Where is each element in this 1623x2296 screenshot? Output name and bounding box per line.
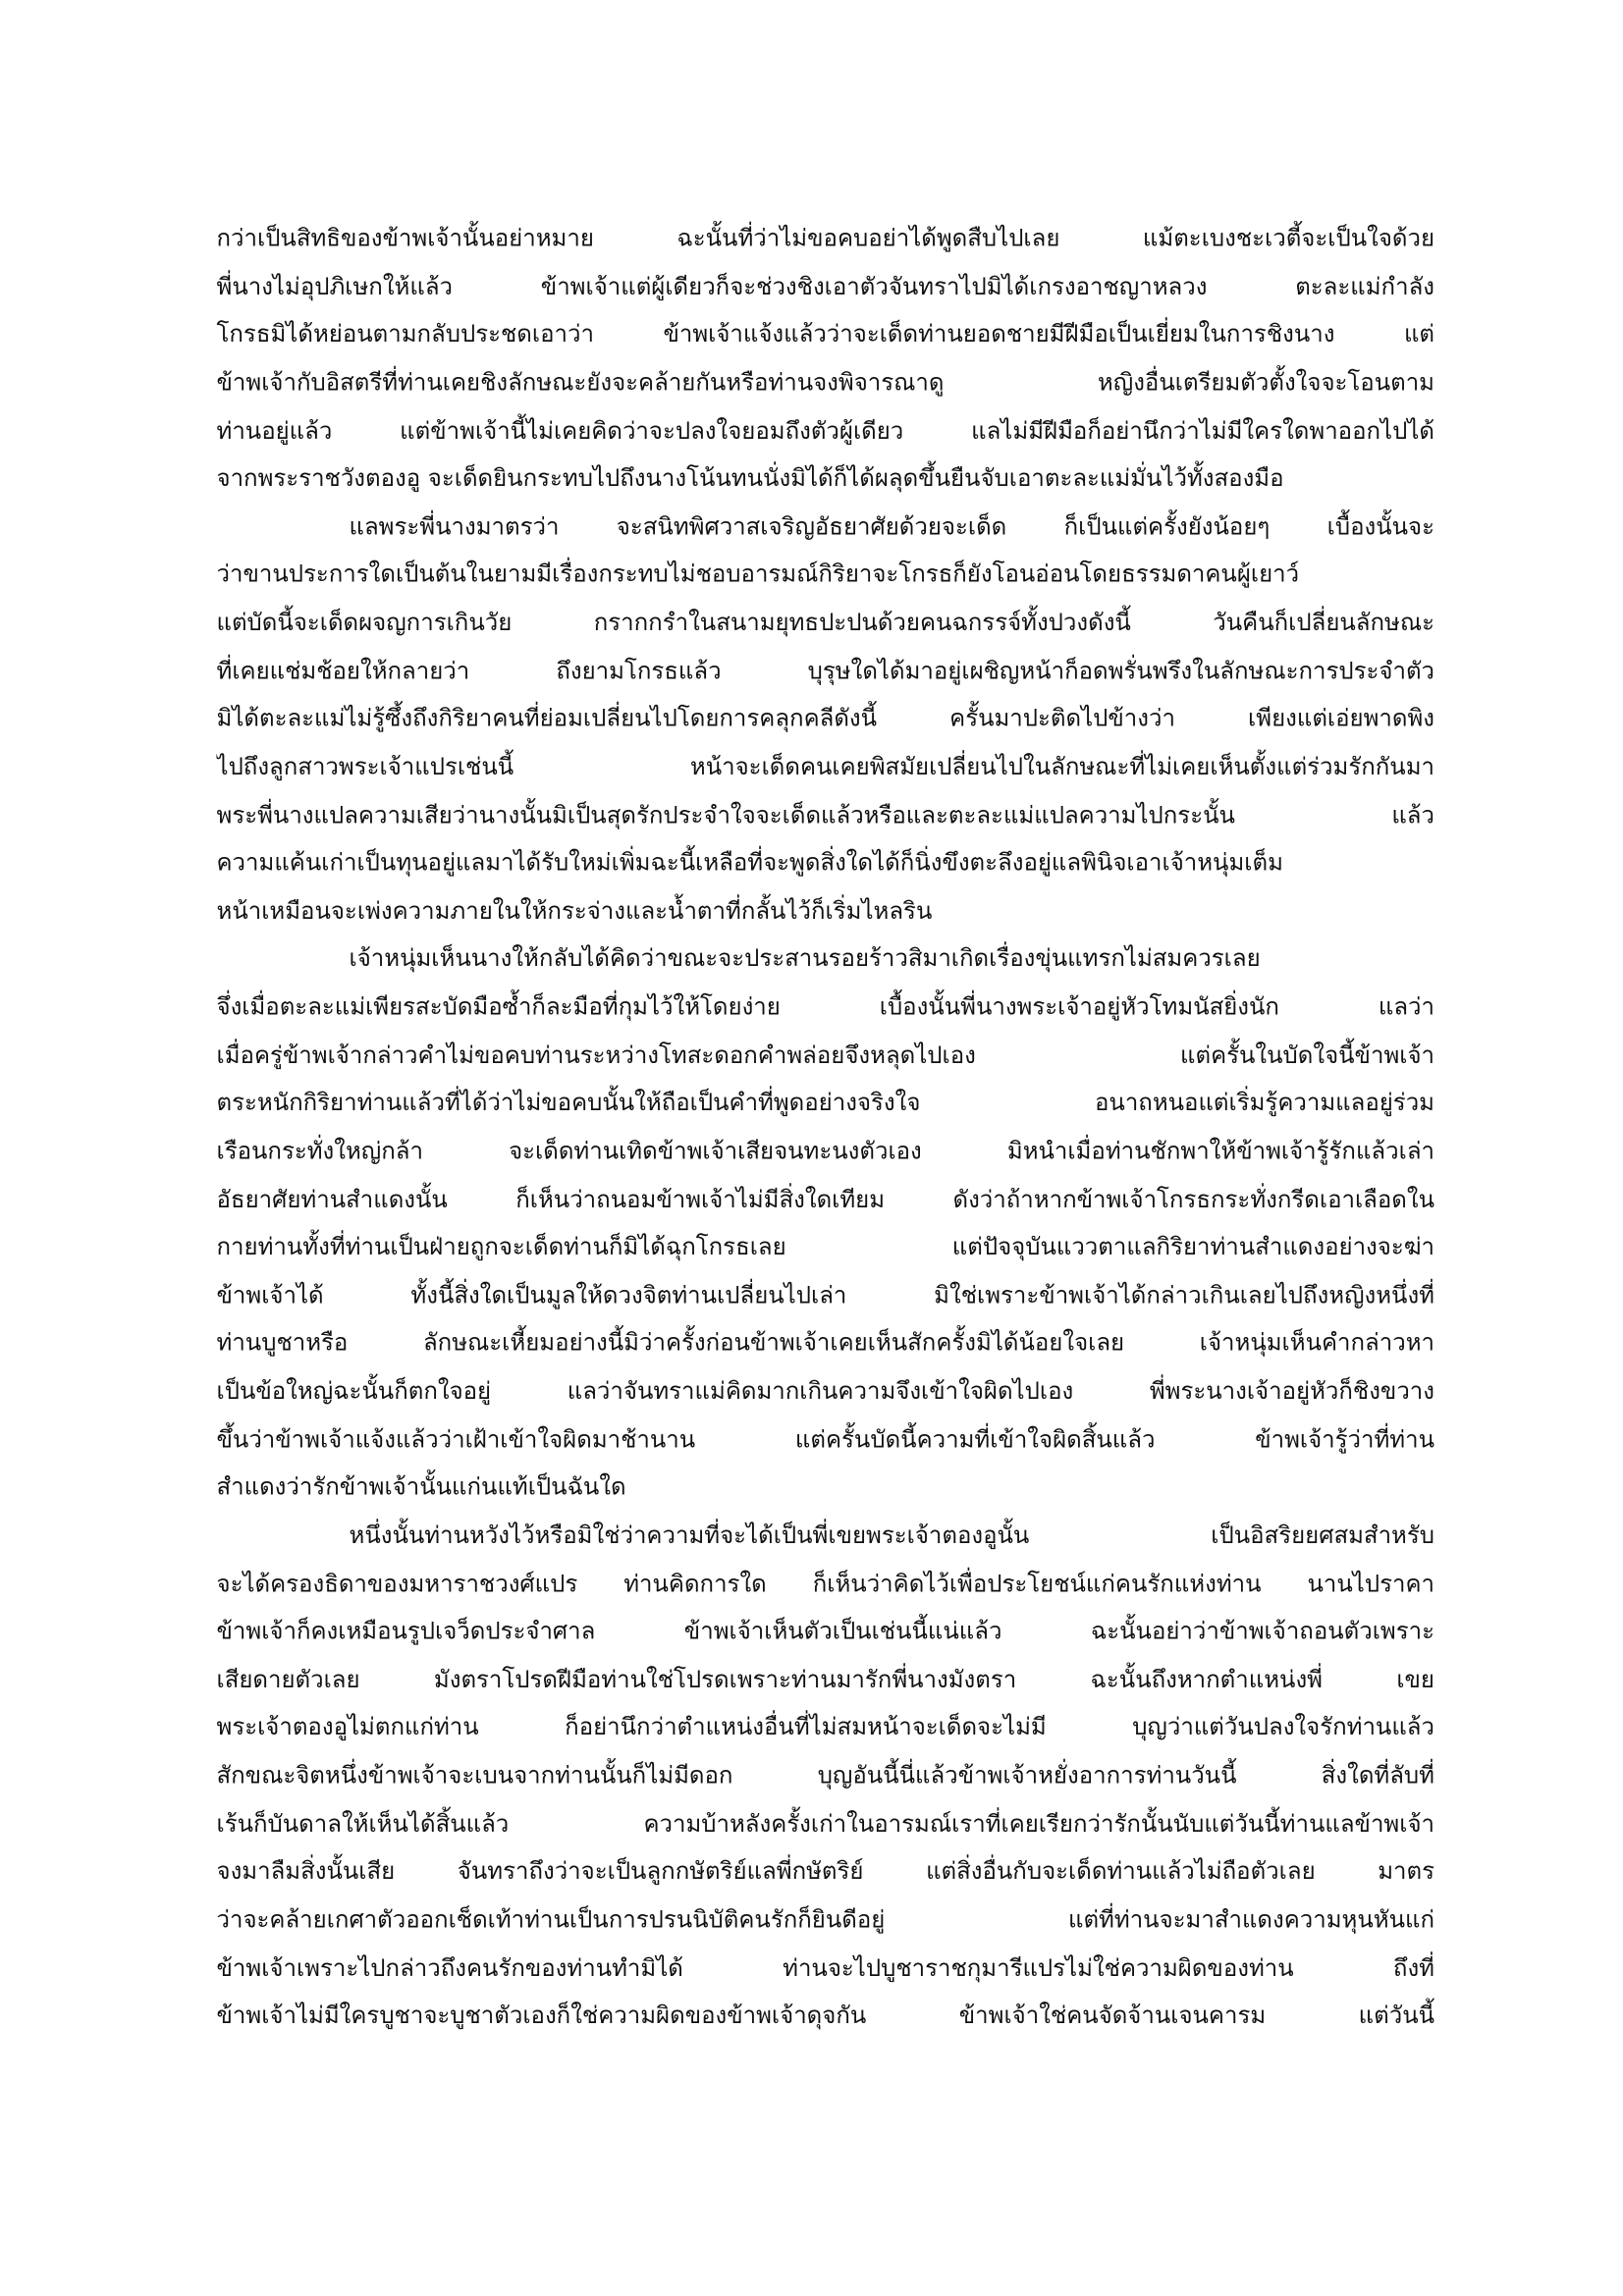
text-line: ข้าพเจ้ากับอิสตรีที่ท่านเคยชิงลักษณะยังจะคล้ายกันหรือท่านจงพิจารณาดู หญิงอื่นเตรียมตัวตั้งใจจะโอนตาม bbox=[216, 367, 1434, 397]
text-line: ข้าพเจ้าไม่มีใครบูชาจะบูชาตัวเองก็ใช่ความผิดของข้าพเจ้าดุจกัน ข้าพเจ้าใช่คนจัดจ้านเจนคารม แต่วันนี้ bbox=[216, 2001, 1434, 2030]
text-line: เร้นก็บันดาลให้เห็นได้สิ้นแล้ว ความบ้าหลังครั้งเก่าในอารมณ์เราที่เคยเรียกว่ารักนั้นนับแต่วันนี้ท่านแลข้าพเจ้า bbox=[216, 1808, 1434, 1838]
text-line: ขึ้นว่าข้าพเจ้าแจ้งแล้วว่าเฝ้าเข้าใจผิดมาช้านาน แต่ครั้นบัดนี้ความที่เข้าใจผิดสิ้นแล้ว ข้าพเจ้ารู้ว่าที่ท่าน bbox=[216, 1424, 1434, 1453]
text-line: โกรธมิได้หย่อนตามกลับประชดเอาว่า ข้าพเจ้าแจ้งแล้วว่าจะเด็ดท่านยอดชายมีฝีมือเป็นเยี่ยมในการชิงนาง แต่ bbox=[216, 319, 1434, 348]
text-line: จากพระราชวังตองอู จะเด็ดยินกระทบไปถึงนางโน้นทนนั่งมิได้ก็ได้ผลุดขึ้นยืนจับเอาตะละแม่มั่นไว้ทั้งสองมือ bbox=[216, 463, 1284, 493]
text-line: จึ่งเมื่อตะละแม่เพียรสะบัดมือซ้ำก็ละมือที่กุมไว้ให้โดยง่าย เบื้องนั้นพี่นางพระเจ้าอยู่หัวโทมนัสยิ่งนัก แลว่า bbox=[216, 992, 1434, 1021]
text-line: ข้าพเจ้าก็คงเหมือนรูปเจว็ดประจำศาล ข้าพเจ้าเห็นตัวเป็นเช่นนี้แน่แล้ว ฉะนั้นอย่าว่าข้าพเจ้าถอนตัวเพราะ bbox=[216, 1617, 1434, 1645]
text-line: เรือนกระทั่งใหญ่กล้า จะเด็ดท่านเทิดข้าพเจ้าเสียจนทะนงตัวเอง มิหนำเมื่อท่านชักพาให้ข้าพเจ้ารู้รักแล้วเล่า bbox=[216, 1136, 1434, 1165]
text-line: ว่าขานประการใดเป็นต้นในยามมีเรื่องกระทบไม่ชอบอารมณ์กิริยาจะโกรธก็ยังโอนอ่อนโดยธรรมดาคนผู้เยาว์ bbox=[216, 560, 1300, 589]
text-line: จะได้ครองธิดาของมหาราชวงศ์แปร ท่านคิดการใด ก็เห็นว่าคิดไว้เพื่อประโยชน์แก่คนรักแห่งท่าน นานไปราคา bbox=[216, 1569, 1434, 1597]
text-line: ตระหนักกิริยาท่านแล้วที่ได้ว่าไม่ขอคบนั้นให้ถือเป็นคำที่พูดอย่างจริงใจ อนาถหนอแต่เริ่มรู้ความแลอยู่ร่วม bbox=[216, 1088, 1434, 1117]
text-line: ไปถึงลูกสาวพระเจ้าแปรเช่นนี้ หน้าจะเด็ดคนเคยพิสมัยเปลี่ยนไปในลักษณะที่ไม่เคยเห็นตั้งแต่ร่วมรักกันมา bbox=[216, 752, 1434, 780]
text-line: ท่านบูชาหรือ ลักษณะเหี้ยมอย่างนี้มิว่าครั้งก่อนข้าพเจ้าเคยเห็นสักครั้งมิได้น้อยใจเลย เจ้าหนุ่มเห็นคำกล่าวหา bbox=[216, 1328, 1434, 1358]
text-line: จงมาลืมสิ่งนั้นเสีย จันทราถึงว่าจะเป็นลูกกษัตริย์แลพี่กษัตริย์ แต่สิ่งอื่นกับจะเด็ดท่านแล้วไม่ถือตัวเลย มาตร bbox=[216, 1856, 1434, 1886]
text-line: กายท่านทั้งที่ท่านเป็นฝ่ายถูกจะเด็ดท่านก็มิได้ฉุกโกรธเลย แต่ปัจจุบันแววตาแลกิริยาท่านสำแดงอย่างจะฆ่า bbox=[216, 1232, 1434, 1261]
text-line: อัธยาศัยท่านสำแดงนั้น ก็เห็นว่าถนอมข้าพเจ้าไม่มีสิ่งใดเทียม ดังว่าถ้าหากข้าพเจ้าโกรธกระทั่งกรีดเอาเลือดใน bbox=[216, 1184, 1434, 1213]
text-line: มิได้ตะละแม่ไม่รู้ซึ้งถึงกิริยาคนที่ย่อมเปลี่ยนไปโดยการคลุกคลีดังนี้ ครั้นมาปะติดไปข้างว่า เพียงแต่เอ่ยพาดพิง bbox=[216, 704, 1434, 732]
text-line: พี่นางไม่อุปภิเษกให้แล้ว ข้าพเจ้าแต่ผู้เดียวก็จะช่วงชิงเอาตัวจันทราไปมิได้เกรงอาชญาหลวง ตะละแม่กำลัง bbox=[216, 271, 1434, 300]
text-line: พระพี่นางแปลความเสียว่านางนั้นมิเป็นสุดรักประจำใจจะเด็ดแล้วหรือและตะละแม่แปลความไปกระนั้น แล้ว bbox=[216, 800, 1434, 828]
text-line: ข้าพเจ้าเพราะไปกล่าวถึงคนรักของท่านทำมิได้ ท่านจะไปบูชาราชกุมารีแปรไม่ใช่ความผิดของท่าน ถึงที่ bbox=[216, 1952, 1434, 1982]
body-text bbox=[217, 215, 1435, 2041]
paragraph-first-line: หนึ่งนั้นท่านหวังไว้หรือมิใช่ว่าความที่จะได้เป็นพี่เขยพระเจ้าตองอูนั้น เป็นอิสริยยศสมสำหรับ bbox=[349, 1521, 1434, 1549]
text-line: เสียดายตัวเลย มังตราโปรดฝีมือท่านใช่โปรดเพราะท่านมารักพี่นางมังตรา ฉะนั้นถึงหากตำแหน่งพี่ เขย bbox=[216, 1665, 1434, 1693]
text-line: พระเจ้าตองอูไม่ตกแก่ท่าน ก็อย่านึกว่าตำแหน่งอื่นที่ไม่สมหน้าจะเด็ดจะไม่มี บุญว่าแต่วันปลงใจรักท่านแล้ว bbox=[216, 1713, 1434, 1741]
text-line: สักขณะจิตหนึ่งข้าพเจ้าจะเบนจากท่านนั้นก็ไม่มีดอก บุญอันนี้นี่แล้วข้าพเจ้าหยั่งอาการท่านวันนี้ สิ่งใดที่ลับที่ bbox=[216, 1761, 1434, 1789]
text-line: ว่าจะคล้ายเกศาตัวออกเช็ดเท้าท่านเป็นการปรนนิบัติคนรักก็ยินดีอยู่ แต่ที่ท่านจะมาสำแดงความหุนหันแก่ bbox=[216, 1904, 1434, 1934]
text-line: เป็นข้อใหญ่ฉะนั้นก็ตกใจอยู่ แลว่าจันทราแม่คิดมากเกินความจึงเข้าใจผิดไปเอง พี่พระนางเจ้าอยู่หัวก็ชิงขวาง bbox=[216, 1376, 1434, 1405]
text-line: หน้าเหมือนจะเพ่งความภายในให้กระจ่างและน้ำตาที่กลั้นไว้ก็เริ่มไหลริน bbox=[216, 896, 933, 925]
text-line: ที่เคยแช่มช้อยให้กลายว่า ถึงยามโกรธแล้ว บุรุษใดได้มาอยู่เผชิญหน้าก็อดพรั่นพรึงในลักษณะการประจำตัว bbox=[216, 656, 1434, 684]
paragraph-first-line: เจ้าหนุ่มเห็นนางให้กลับได้คิดว่าขณะจะประสานรอยร้าวสิมาเกิดเรื่องขุ่นแทรกไม่สมควรเลย bbox=[349, 944, 1261, 973]
text-line: ข้าพเจ้าได้ ทั้งนี้สิ่งใดเป็นมูลให้ดวงจิตท่านเปลี่ยนไปเล่า มิใช่เพราะข้าพเจ้าได้กล่าวเกินเลยไปถึงหญิงหนึ่งที่ bbox=[216, 1280, 1434, 1309]
text-line: ท่านอยู่แล้ว แต่ข้าพเจ้านี้ไม่เคยคิดว่าจะปลงใจยอมถึงตัวผู้เดียว แลไม่มีฝีมือก็อย่านึกว่าไม่มีใครใดพาออกไปได้ bbox=[216, 415, 1434, 445]
text-line: สำแดงว่ารักข้าพเจ้านั้นแก่นแท้เป็นฉันใด bbox=[216, 1472, 626, 1501]
text-line: เมื่อครู่ข้าพเจ้ากล่าวคำไม่ขอคบท่านระหว่างโทสะดอกคำพล่อยจึงหลุดไปเอง แต่ครั้นในบัดใจนี้ข้าพเจ้า bbox=[216, 1040, 1434, 1069]
text-line: ความแค้นเก่าเป็นทุนอยู่แลมาได้รับใหม่เพิ่มฉะนี้เหลือที่จะพูดสิ่งใดได้ก็นิ่งขึงตะลึงอยู่แลพินิจเอาเจ้าหนุ่มเต็ม bbox=[216, 848, 1283, 877]
paragraph-first-line: แลพระพี่นางมาตรว่า จะสนิทพิศวาสเจริญอัธยาศัยด้วยจะเด็ด ก็เป็นแต่ครั้งยังน้อยๆ เบื้องนั้นจะ bbox=[349, 511, 1434, 541]
text-line: แต่บัดนี้จะเด็ดผจญการเกินวัย กรากกรำในสนามยุทธปะปนด้วยคนฉกรรจ์ทั้งปวงดังนี้ วันคืนก็เปลี่ยนลักษณะ bbox=[216, 608, 1434, 636]
text-line: กว่าเป็นสิทธิของข้าพเจ้านั้นอย่าหมาย ฉะนั้นที่ว่าไม่ขอคบอย่าได้พูดสืบไปเลย แม้ตะเบงชะเวตี้จะเป็นใจด้วย bbox=[216, 224, 1434, 252]
